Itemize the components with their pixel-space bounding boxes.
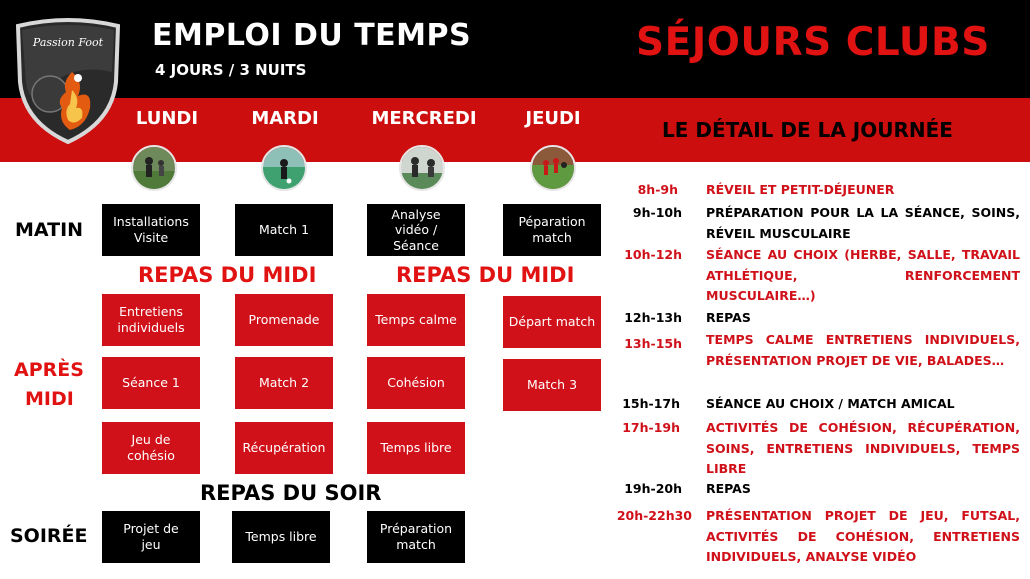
detail-text: TEMPS CALME ENTRETIENS INDIVIDUELS, PRÉSENTATION PROJET DE VIE, BALADES…: [706, 332, 1020, 368]
detail-time: 19h-20h: [624, 481, 682, 496]
morning-thursday: Péparation match: [503, 204, 601, 256]
detail-text: SÉANCE AU CHOIX (HERBE, SALLE, TRAVAIL ATHLÉTIQUE, RENFORCEMENT MUSCULAIRE…): [706, 247, 1020, 303]
photo-thursday: [530, 145, 576, 191]
day-wednesday: MERCREDI: [371, 108, 477, 129]
afternoon-thursday-1: Départ match: [503, 296, 601, 348]
page-subtitle: 4 JOURS / 3 NUITS: [155, 61, 307, 79]
evening-wednesday: Préparation match: [367, 511, 465, 563]
detail-time: 20h-22h30: [616, 508, 692, 523]
meal-dinner: REPAS DU SOIR: [200, 481, 382, 505]
afternoon-tuesday-1: Promenade: [235, 294, 333, 346]
detail-text: REPAS: [706, 310, 751, 325]
day-monday: LUNDI: [135, 108, 199, 129]
detail-time: 10h-12h: [624, 247, 682, 262]
photo-monday: [131, 145, 177, 191]
detail-time: 15h-17h: [622, 396, 680, 411]
afternoon-tuesday-3: Récupération: [235, 422, 333, 474]
detail-time: 17h-19h: [622, 420, 680, 435]
morning-wednesday: Analyse vidéo / Séance: [367, 204, 465, 256]
detail-time: 9h-10h: [632, 205, 682, 220]
detail-text: SÉANCE AU CHOIX / MATCH AMICAL: [706, 396, 955, 411]
detail-text: ACTIVITÉS DE COHÉSION, RÉCUPÉRATION, SOINS, ENTRETIENS INDIVIDUELS, TEMPS LIBRE: [706, 420, 1020, 476]
afternoon-monday-1: Entretiens individuels: [102, 294, 200, 346]
evening-tuesday: Temps libre: [232, 511, 330, 563]
detail-time: 12h-13h: [624, 310, 682, 325]
brand-title: SÉJOURS CLUBS: [636, 20, 990, 65]
photo-wednesday: [399, 145, 445, 191]
logo-text: Passion Foot: [32, 36, 104, 49]
morning-monday: Installations Visite: [102, 204, 200, 256]
photo-tuesday: [261, 145, 307, 191]
afternoon-monday-3: Jeu de cohésio: [102, 422, 200, 474]
detail-title: LE DÉTAIL DE LA JOURNÉE: [662, 118, 953, 142]
period-afternoon-line1: APRÈS: [14, 359, 84, 381]
detail-time: 13h-15h: [624, 336, 682, 351]
evening-monday: Projet de jeu: [102, 511, 200, 563]
passion-foot-logo: [12, 12, 124, 144]
period-evening: SOIRÉE: [10, 525, 88, 547]
period-afternoon-line2: MIDI: [25, 388, 74, 410]
detail-text: PRÉSENTATION PROJET DE JEU, FUTSAL, ACTIVITÉS DE COHÉSION, ENTRETIENS INDIVIDUELS, ANALYSE VIDÉO: [706, 508, 1020, 564]
meal-lunch-2: REPAS DU MIDI: [396, 263, 575, 287]
day-tuesday: MARDI: [251, 108, 319, 129]
morning-tuesday: Match 1: [235, 204, 333, 256]
detail-time: 8h-9h: [637, 182, 678, 197]
period-morning: MATIN: [15, 219, 84, 241]
day-thursday: JEUDI: [525, 108, 581, 129]
afternoon-wednesday-2: Cohésion: [367, 357, 465, 409]
detail-text: REPAS: [706, 481, 751, 496]
afternoon-thursday-2: Match 3: [503, 359, 601, 411]
afternoon-monday-2: Séance 1: [102, 357, 200, 409]
afternoon-wednesday-1: Temps calme: [367, 294, 465, 346]
meal-lunch-1: REPAS DU MIDI: [138, 263, 317, 287]
afternoon-tuesday-2: Match 2: [235, 357, 333, 409]
page-title: EMPLOI DU TEMPS: [152, 18, 472, 53]
detail-text: PRÉPARATION POUR LA LA SÉANCE, SOINS, RÉVEIL MUSCULAIRE: [706, 205, 1020, 241]
afternoon-wednesday-3: Temps libre: [367, 422, 465, 474]
detail-text: RÉVEIL ET PETIT-DÉJEUNER: [706, 182, 895, 197]
